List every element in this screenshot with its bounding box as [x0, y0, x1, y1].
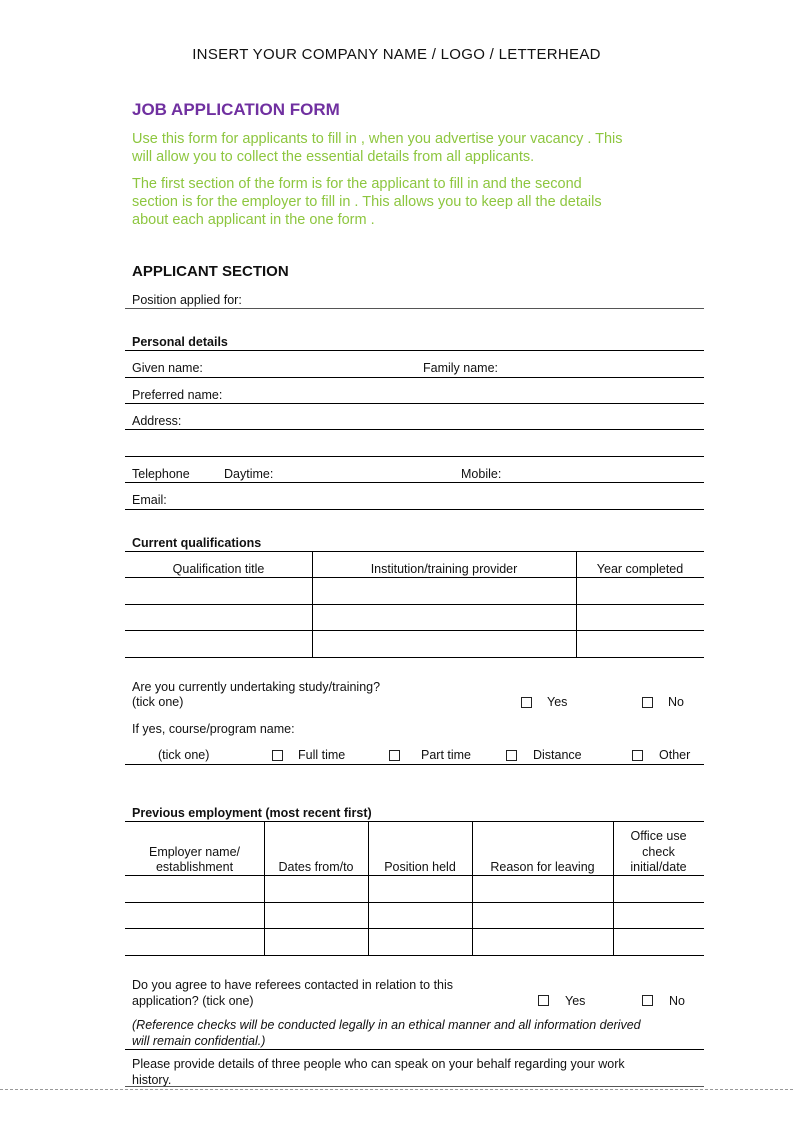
table-row[interactable] [125, 902, 704, 903]
family-name-label: Family name: [423, 361, 499, 375]
table-top-border [125, 821, 704, 822]
intro-line: will allow you to collect the essential details from all applicants. [132, 149, 535, 165]
employer-header [125, 845, 264, 875]
referee-question: Do you agree to have referees contacted in relation to this [132, 978, 454, 992]
mobile-label: Mobile: [461, 467, 502, 481]
position-applied-label: Position applied for: [132, 293, 242, 307]
column-divider [472, 821, 473, 955]
header-line: establishment [155, 860, 234, 874]
divider [125, 1049, 704, 1050]
column-divider [264, 821, 265, 955]
given-name-label: Given name: [132, 361, 203, 375]
table-row[interactable] [125, 577, 704, 578]
daytime-label: Daytime: [224, 467, 274, 481]
study-no-label: No [668, 695, 684, 709]
preferred-name-label: Preferred name: [132, 388, 223, 402]
referee-no-label: No [669, 994, 685, 1008]
year-completed-header: Year completed [596, 562, 684, 576]
part-time-label: Part time [421, 748, 472, 762]
note-line: will remain confidential.) [132, 1034, 266, 1048]
qualification-title-header: Qualification title [172, 562, 265, 576]
study-yes-checkbox[interactable] [521, 697, 532, 708]
referee-tick-one: application? (tick one) [132, 994, 254, 1008]
divider [125, 1086, 704, 1087]
table-row[interactable] [125, 955, 704, 956]
header-line: initial/date [630, 860, 687, 874]
preferred-name-field[interactable] [125, 403, 704, 404]
other-checkbox[interactable] [632, 750, 643, 761]
referee-yes-checkbox[interactable] [538, 995, 549, 1006]
provide-details-text [132, 1056, 625, 1088]
text-line: Please provide details of three people who can speak on your behalf regarding your work [132, 1057, 625, 1071]
header-line: Office use [630, 829, 687, 843]
header-line: check [642, 844, 675, 859]
column-divider [368, 821, 369, 955]
table-row[interactable] [125, 928, 704, 929]
study-question: Are you currently undertaking study/training? [132, 680, 381, 694]
other-label: Other [659, 748, 691, 762]
table-row[interactable] [125, 657, 704, 658]
mode-tick-one: (tick one) [158, 748, 210, 762]
position-applied-field[interactable] [125, 308, 704, 309]
referee-no-checkbox[interactable] [642, 995, 653, 1006]
divider [125, 764, 704, 765]
study-yes-label: Yes [547, 695, 568, 709]
letterhead-placeholder: INSERT YOUR COMPANY NAME / LOGO / LETTERHEAD [192, 46, 601, 63]
table-row[interactable] [125, 875, 704, 876]
reference-checks-note [132, 1017, 641, 1049]
referee-yes-label: Yes [565, 994, 586, 1008]
email-field[interactable] [125, 509, 704, 510]
divider [125, 350, 704, 351]
table-row[interactable] [125, 604, 704, 605]
telephone-label: Telephone [132, 467, 190, 481]
note-line: (Reference checks will be conducted legally in an ethical manner and all information derived [132, 1018, 641, 1032]
employment-heading: Previous employment (most recent first) [132, 806, 372, 820]
dates-header: Dates from/to [278, 860, 354, 874]
qualifications-heading: Current qualifications [132, 536, 262, 550]
name-field-line[interactable] [125, 377, 704, 378]
institution-header: Institution/training provider [370, 562, 518, 576]
intro-paragraph-1 [132, 130, 692, 166]
full-time-checkbox[interactable] [272, 750, 283, 761]
table-row[interactable] [125, 630, 704, 631]
address-field-line-1[interactable] [125, 429, 704, 430]
intro-line: about each applicant in the one form . [132, 212, 375, 228]
page-break-line [0, 1089, 793, 1090]
position-held-header: Position held [384, 860, 456, 874]
form-title: JOB APPLICATION FORM [132, 100, 340, 119]
course-name-label: If yes, course/program name: [132, 722, 295, 736]
header-line: Employer name/ [148, 845, 240, 859]
part-time-checkbox[interactable] [389, 750, 400, 761]
intro-paragraph-2 [132, 175, 692, 229]
full-time-label: Full time [298, 748, 346, 762]
address-label: Address: [132, 414, 182, 428]
study-no-checkbox[interactable] [642, 697, 653, 708]
office-use-header [613, 829, 704, 876]
intro-line: The first section of the form is for the applicant to fill in and the second [132, 176, 582, 192]
email-label: Email: [132, 493, 167, 507]
reason-for-leaving-header: Reason for leaving [490, 860, 595, 874]
address-field-line-2[interactable] [125, 456, 704, 457]
distance-label: Distance [533, 748, 582, 762]
study-tick-one: (tick one) [132, 695, 184, 709]
applicant-section-title: APPLICANT SECTION [132, 263, 289, 280]
intro-line: Use this form for applicants to fill in , when you advertise your vacancy . This [132, 131, 623, 147]
intro-line: section is for the employer to fill in . This allows you to keep all the details [132, 194, 602, 210]
distance-checkbox[interactable] [506, 750, 517, 761]
personal-details-heading: Personal details [132, 335, 228, 349]
text-line: history. [132, 1073, 172, 1087]
telephone-field-line[interactable] [125, 482, 704, 483]
table-top-border [125, 551, 704, 552]
